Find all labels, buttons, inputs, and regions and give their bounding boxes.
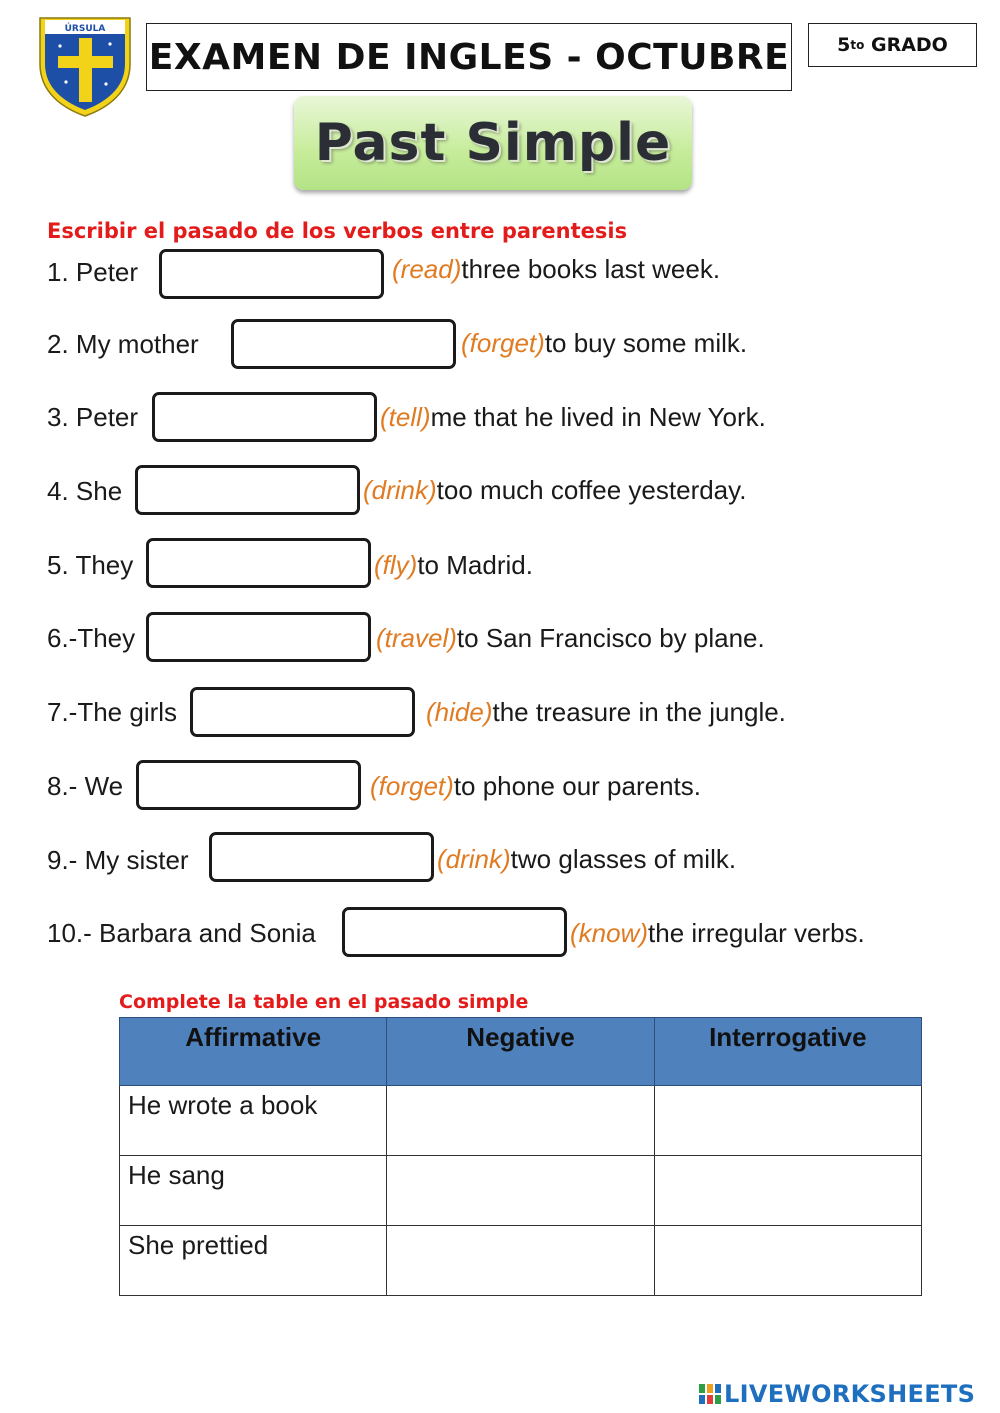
exercise-item [47, 908, 316, 958]
topic-banner-text: Past Simple [314, 113, 672, 173]
affirmative-cell: She prettied [120, 1226, 387, 1296]
verb-hint: (forget) [370, 770, 454, 801]
exercise1-instruction: Escribir el pasado de los verbos entre parentesis [47, 219, 628, 243]
interrogative-answer-cell[interactable] [654, 1226, 921, 1296]
past-simple-table [119, 1017, 922, 1296]
column-header: Interrogative [654, 1018, 921, 1086]
answer-input-8[interactable] [136, 760, 361, 810]
item-tail [376, 613, 765, 663]
exercise-item [47, 613, 135, 663]
item-rest: to phone our parents. [453, 770, 701, 801]
item-lead: 9.- My sister [47, 844, 189, 875]
affirmative-cell: He wrote a book [120, 1086, 387, 1156]
column-header: Negative [387, 1018, 654, 1086]
item-rest: the irregular verbs. [648, 917, 865, 948]
negative-answer-cell[interactable] [387, 1086, 654, 1156]
table-header-row [120, 1018, 922, 1086]
item-rest: too much coffee yesterday. [436, 474, 747, 505]
item-lead: 6.-They [47, 622, 136, 653]
answer-input-7[interactable] [190, 687, 415, 737]
exercise-item [47, 392, 138, 442]
affirmative-cell: He sang [120, 1156, 387, 1226]
table-row [120, 1226, 922, 1296]
item-rest: two glasses of milk. [510, 843, 737, 874]
item-lead: 3. Peter [47, 401, 139, 432]
table-row [120, 1156, 922, 1226]
liveworksheets-logo-icon [698, 1383, 722, 1405]
grade-suffix: to [850, 38, 865, 52]
exercise-item [47, 540, 133, 590]
exercise-item [47, 466, 122, 516]
answer-input-4[interactable] [135, 465, 360, 515]
item-tail [392, 244, 720, 294]
item-tail [363, 465, 746, 515]
answer-input-9[interactable] [209, 832, 434, 882]
item-lead: 2. My mother [47, 328, 199, 359]
answer-input-2[interactable] [231, 319, 456, 369]
item-lead: 5. They [47, 549, 134, 580]
verb-hint: (drink) [437, 843, 511, 874]
grade-word: GRADO [870, 34, 948, 56]
interrogative-answer-cell[interactable] [654, 1086, 921, 1156]
item-lead: 8.- We [47, 770, 124, 801]
answer-input-1[interactable] [159, 249, 384, 299]
verb-hint: (fly) [374, 549, 418, 580]
exercise-item [47, 835, 189, 885]
item-tail [570, 908, 865, 958]
brand-text: LIVEWORKSHEETS [724, 1380, 976, 1408]
exercise-item [47, 247, 138, 297]
exercise-item [47, 687, 177, 737]
item-tail [426, 687, 786, 737]
item-tail [374, 540, 533, 590]
exercise-item [47, 319, 199, 369]
interrogative-answer-cell[interactable] [654, 1156, 921, 1226]
verb-hint: (read) [392, 253, 462, 284]
answer-input-5[interactable] [146, 538, 371, 588]
verb-hint: (drink) [363, 474, 437, 505]
negative-answer-cell[interactable] [387, 1226, 654, 1296]
answer-input-10[interactable] [342, 907, 567, 957]
exam-title: EXAMEN DE INGLES - OCTUBRE [146, 23, 792, 91]
item-lead: 1. Peter [47, 256, 139, 287]
column-header: Affirmative [120, 1018, 387, 1086]
logo-lettering: ÚRSULA [64, 24, 106, 34]
item-rest: to San Francisco by plane. [456, 622, 765, 653]
answer-input-6[interactable] [146, 612, 371, 662]
exercise-item [47, 761, 123, 811]
item-tail [380, 392, 766, 442]
verb-hint: (forget) [461, 327, 545, 358]
verb-hint: (tell) [380, 401, 431, 432]
item-tail [370, 761, 701, 811]
item-lead: 10.- Barbara and Sonia [47, 917, 316, 948]
grade-number: 5 [837, 34, 851, 56]
exercise2-instruction: Complete la table en el pasado simple [119, 991, 529, 1013]
topic-banner [294, 96, 692, 190]
school-crest-logo [36, 12, 134, 118]
verb-hint: (hide) [426, 696, 493, 727]
answer-input-3[interactable] [152, 392, 377, 442]
item-rest: to buy some milk. [544, 327, 748, 358]
liveworksheets-brand [698, 1377, 975, 1411]
item-lead: 4. She [47, 475, 123, 506]
negative-answer-cell[interactable] [387, 1156, 654, 1226]
item-rest: three books last week. [461, 253, 721, 284]
item-rest: to Madrid. [417, 549, 533, 580]
item-rest: me that he lived in New York. [430, 401, 766, 432]
table-row [120, 1086, 922, 1156]
verb-hint: (know) [570, 917, 649, 948]
verb-hint: (travel) [376, 622, 457, 653]
item-rest: the treasure in the jungle. [492, 696, 786, 727]
item-tail [461, 318, 747, 368]
grade-label [808, 23, 977, 67]
item-tail [437, 834, 736, 884]
item-lead: 7.-The girls [47, 696, 178, 727]
